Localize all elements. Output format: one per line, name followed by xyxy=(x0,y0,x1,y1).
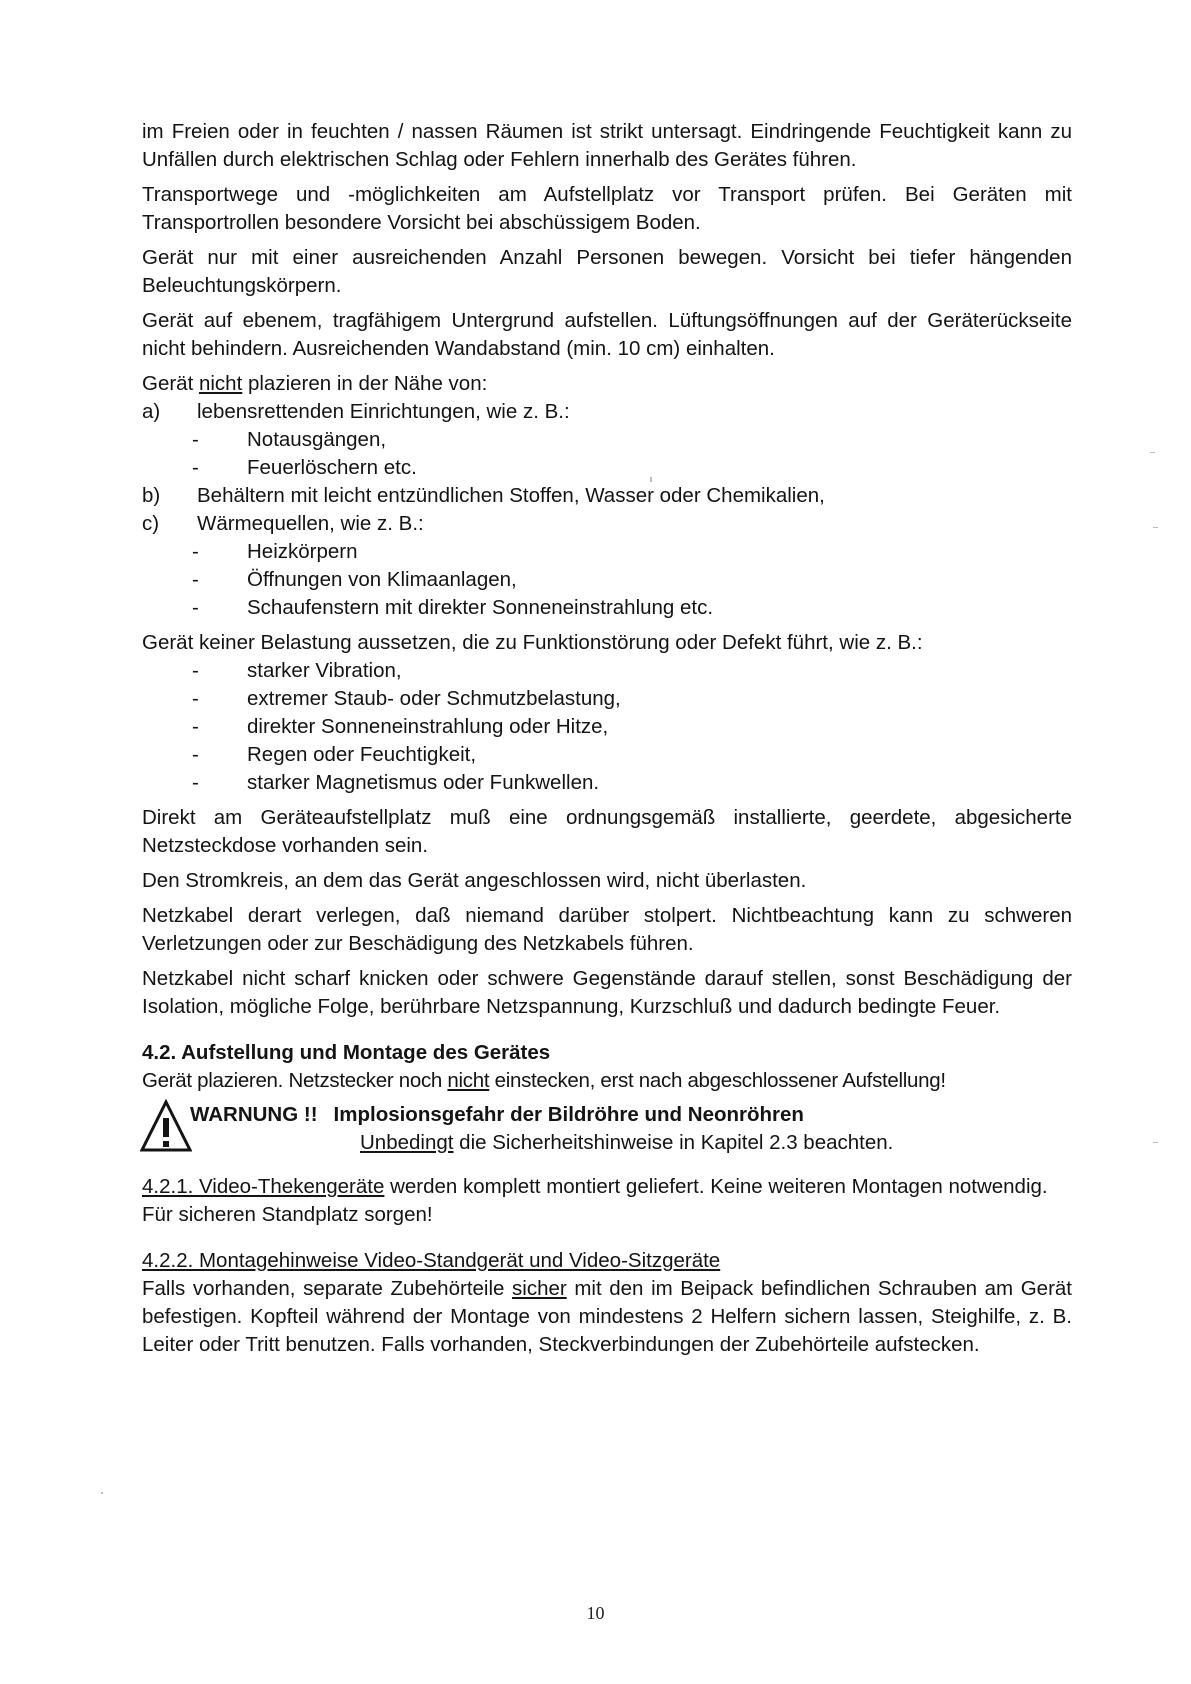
subsection-4-2-2-pre: Falls vorhanden, separate Zubehörteile xyxy=(142,1277,513,1300)
page-number: 10 xyxy=(586,1603,605,1623)
warning-triangle-icon xyxy=(140,1099,192,1153)
dash-bullet: - xyxy=(192,715,199,738)
list-subitem xyxy=(142,657,1072,685)
list-subitem xyxy=(142,454,1072,482)
paragraph-persons: Gerät nur mit einer ausreichenden Anzahl Personen bewegen. Vorsicht bei tiefer hängenden Beleuchtungskörpern. xyxy=(142,246,1072,297)
dash-bullet: - xyxy=(192,428,199,451)
dash-bullet: - xyxy=(192,743,199,766)
subsection-4-2-2-heading: 4.2.2. Montagehinweise Video-Standgerät und Video-Sitzgeräte xyxy=(142,1249,721,1272)
scan-speck xyxy=(1153,527,1158,528)
warning-heading xyxy=(190,1101,804,1129)
dash-bullet: - xyxy=(192,540,199,563)
paragraph-4-2-1 xyxy=(142,1173,1072,1229)
paragraph-outdoor: im Freien oder in feuchten / nassen Räumen ist strikt untersagt. Eindringende Feuchtigkeit kann zu Unfällen durch elektrischen Schlag oder Fehlern innerhalb des Gerätes führen. xyxy=(142,120,1072,171)
paragraph-socket: Direkt am Geräteaufstellplatz muß eine ordnungsgemäß installierte, geerdete, abgesicherte Netzsteckdose vorhanden sein. xyxy=(142,806,1072,857)
subsection-4-2-2-post: mit den im Beipack befindlichen Schrauben am Gerät befestigen. Kopfteil während der Montage von mindestens 2 Helfern sichern lassen, Steighilfe, z. B. Leiter oder Tritt benutzen. Falls vorhanden, Steckverbindungen der Zubehörteile aufstecken. xyxy=(142,1277,1072,1356)
paragraph-load: Gerät keiner Belastung aussetzen, die zu Funktionstörung oder Defekt führt, wie z. B.: xyxy=(142,631,923,654)
dash-bullet: - xyxy=(192,659,199,682)
section-intro-post: einstecken, erst nach abgeschlossener Aufstellung! xyxy=(489,1069,946,1092)
section-intro xyxy=(142,1067,1072,1095)
section-heading-4-2: 4.2. Aufstellung und Montage des Gerätes xyxy=(142,1041,551,1064)
list-subitem-text: starker Vibration, xyxy=(247,659,402,682)
list-subitem-text: Notausgängen, xyxy=(247,428,387,451)
list-subitem xyxy=(142,426,1072,454)
placement-list xyxy=(142,398,1072,622)
warning-label: WARNUNG !! xyxy=(190,1103,318,1126)
paragraph-ground: Gerät auf ebenem, tragfähigem Untergrund aufstellen. Lüftungsöffnungen auf der Geräterückseite nicht behindern. Ausreichenden Wandabstand (min. 10 cm) einhalten. xyxy=(142,309,1072,360)
warning-title: Implosionsgefahr der Bildröhre und Neonröhren xyxy=(333,1103,804,1126)
warning-note xyxy=(360,1129,893,1157)
list-label-c: c) xyxy=(142,512,160,535)
dash-bullet: - xyxy=(192,596,199,619)
dash-bullet: - xyxy=(192,456,199,479)
list-subitem xyxy=(142,685,1072,713)
paragraph-transport: Transportwege und -möglichkeiten am Aufstellplatz vor Transport prüfen. Bei Geräten mit Transportrollen besondere Vorsicht bei abschüssigem Boden. xyxy=(142,183,1072,234)
warning-note-emphasis: Unbedingt xyxy=(360,1131,454,1154)
scan-speck xyxy=(101,1492,103,1494)
list-subitem xyxy=(142,538,1072,566)
dash-bullet: - xyxy=(192,771,199,794)
list-subitem-text: extremer Staub- oder Schmutzbelastung, xyxy=(247,687,621,710)
scan-speck xyxy=(1150,452,1155,453)
list-subitem xyxy=(142,769,1072,797)
list-subitem xyxy=(142,713,1072,741)
list-subitem xyxy=(142,594,1072,622)
list-subitem-text: Feuerlöschern etc. xyxy=(247,456,417,479)
list-subitem xyxy=(142,566,1072,594)
list-subitem-text: starker Magnetismus oder Funkwellen. xyxy=(247,771,600,794)
paragraph-4-2-2 xyxy=(142,1275,1072,1359)
list-subitem xyxy=(142,741,1072,769)
placement-not: nicht xyxy=(198,372,243,395)
load-list xyxy=(142,657,1072,797)
scan-speck xyxy=(1153,1142,1158,1143)
paragraph-cable-kink: Netzkabel nicht scharf knicken oder schwere Gegenstände darauf stellen, sonst Beschädigung der Isolation, mögliche Folge, berührbare Netzspannung, Kurzschluß und dadurch bedingte Feuer. xyxy=(142,967,1072,1018)
list-subitem-text: direkter Sonneneinstrahlung oder Hitze, xyxy=(247,715,609,738)
page-body xyxy=(142,118,1072,1366)
dash-bullet: - xyxy=(192,568,199,591)
paragraph-cable-route: Netzkabel derart verlegen, daß niemand darüber stolpert. Nichtbeachtung kann zu schweren Verletzungen oder zur Beschädigung des Netzkabels führen. xyxy=(142,904,1072,955)
list-text-c: Wärmequellen, wie z. B.: xyxy=(197,512,424,535)
dash-bullet: - xyxy=(192,687,199,710)
paragraph-circuit: Den Stromkreis, an dem das Gerät angeschlossen wird, nicht überlasten. xyxy=(142,869,807,892)
section-intro-pre: Gerät plazieren. Netzstecker noch xyxy=(142,1069,448,1092)
placement-pre: Gerät xyxy=(142,372,199,395)
list-item-c xyxy=(142,510,1072,538)
list-subitem-text: Öffnungen von Klimaanlagen, xyxy=(247,568,517,591)
list-item-b xyxy=(142,482,1072,510)
list-label-a: a) xyxy=(142,400,161,423)
placement-post: plazieren in der Nähe von: xyxy=(242,372,488,395)
list-text-b: Behältern mit leicht entzündlichen Stoffen, Wasser oder Chemikalien, xyxy=(197,484,825,507)
section-intro-not: nicht xyxy=(447,1069,490,1092)
list-subitem-text: Schaufenstern mit direkter Sonneneinstrahlung etc. xyxy=(247,596,714,619)
list-text-a: lebensrettenden Einrichtungen, wie z. B.: xyxy=(197,400,570,423)
subsection-4-2-2-emphasis: sicher xyxy=(512,1277,567,1300)
list-label-b: b) xyxy=(142,484,161,507)
warning-note-text: die Sicherheitshinweise in Kapitel 2.3 beachten. xyxy=(453,1131,894,1154)
list-item-a xyxy=(142,398,1072,426)
subsection-4-2-1-text: werden komplett montiert geliefert. Keine weiteren Montagen notwendig. Für sicheren Standplatz sorgen! xyxy=(142,1175,1048,1226)
list-subitem-text: Regen oder Feuchtigkeit, xyxy=(247,743,477,766)
subsection-4-2-1-title: 4.2.1. Video-Thekengeräte xyxy=(142,1175,385,1198)
scan-speck xyxy=(650,477,652,482)
list-subitem-text: Heizkörpern xyxy=(247,540,358,563)
warning-block xyxy=(142,1101,1072,1159)
paragraph-placement xyxy=(142,370,1072,398)
